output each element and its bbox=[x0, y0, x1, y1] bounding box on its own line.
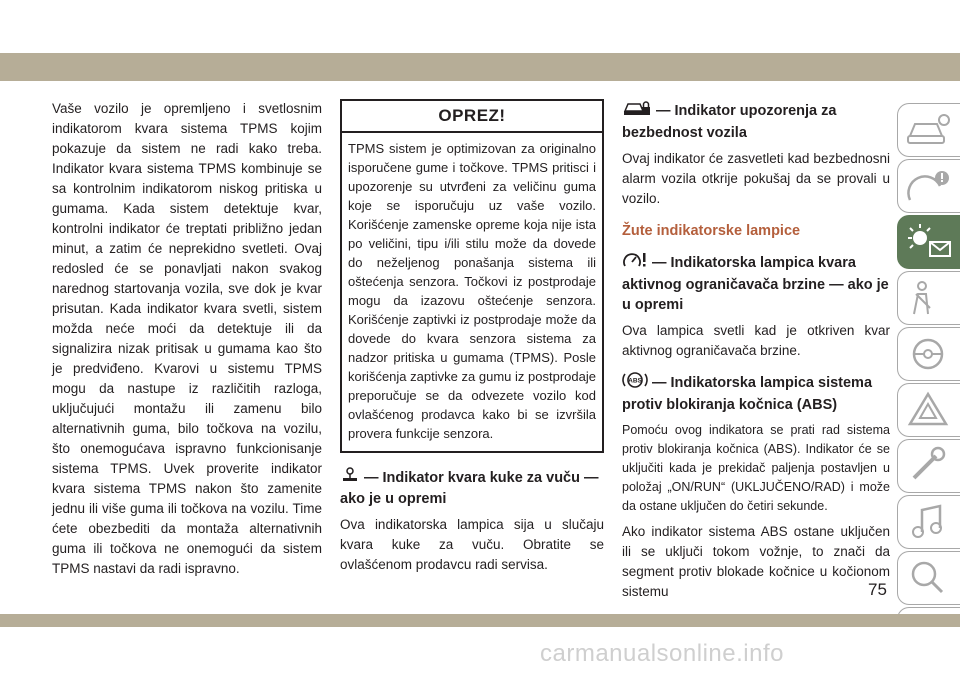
tab-warning-lights[interactable] bbox=[897, 215, 960, 269]
warning-text: TPMS sistem je optimizovan za originalno isporučene gume i točkove. TPMS pritisci i upozorenje su utvrđeni za veličinu guma koje se isporučuju uz vaše vozilo. Korišćenje zamenske opreme koja nije ista po veličini, tipu i/ili stilu može da dovede do neželjenog ponašanja sistema ili oštećenja senzora. Točkovi iz postprodaje mogu da izazovu oštećenje senzora. Korišćenje zaptivki iz postprodaje može da dovede do kvara senzora sistema za nadzor pritiska u gumama (TPMS). Posle korišćenja zaptivke za gumu iz postprodaje preporučuje se da odvezete vozilo kod ovlašćenog prodavca kako bi se izvršila provera funkcije senzora. bbox=[348, 141, 596, 441]
warning-light-message-icon bbox=[904, 222, 954, 262]
trailer-hitch-icon bbox=[340, 467, 360, 489]
abs-text-2: Ako indikator sistema ABS ostane uključen ili se uključi tokom vožnje, to znači da segment protiv blokade kočnice u kočionom sistemu bbox=[622, 524, 890, 599]
column-right bbox=[622, 99, 890, 602]
tab-vehicle[interactable] bbox=[897, 103, 960, 157]
security-heading: — Indikator upozorenja za bezbednost vozila bbox=[622, 99, 890, 143]
steering-wheel-icon bbox=[904, 334, 954, 374]
watermark-text: carmanualsonline.info bbox=[540, 640, 784, 667]
search-icon bbox=[904, 558, 954, 598]
speed-limiter-heading: — Indikatorska lampica kvara aktivnog ograničavača brzine — ako je u opremi bbox=[622, 251, 890, 315]
tab-safety[interactable] bbox=[897, 271, 960, 325]
column-middle bbox=[340, 99, 604, 575]
tow-text: Ova indikatorska lampica sija u slučaju kvara kuke za vuču. Obratite se ovlašćenom prodavcu radi servisa. bbox=[340, 517, 604, 572]
tab-emergency[interactable] bbox=[897, 383, 960, 437]
tab-maintenance[interactable] bbox=[897, 439, 960, 493]
wrench-icon bbox=[904, 446, 954, 486]
speedometer-warning-icon bbox=[622, 251, 648, 275]
hazard-triangle-icon bbox=[904, 390, 954, 430]
header-band bbox=[0, 53, 960, 81]
speed-limiter-text: Ova lampica svetli kad je otkriven kvar aktivnog ograničavača brzine. bbox=[622, 323, 890, 358]
music-note-icon bbox=[904, 502, 954, 542]
abs-text-1: Pomoću ovog indikatora se prati rad sistema protiv blokiranja kočnica (ABS). Indikator će se uključiti kada je prekidač paljenja postavljen u položaj „ON/RUN“ (UKLJUČENO/RAD) i može da ostane uključen do četiri sekunde. bbox=[622, 423, 890, 513]
gauge-warning-icon bbox=[904, 166, 954, 206]
column-left bbox=[52, 99, 322, 579]
car-lock-icon bbox=[622, 99, 652, 123]
car-key-icon bbox=[904, 110, 954, 150]
abs-heading: ABS — Indikatorska lampica sistema protiv blokiranja kočnica (ABS) bbox=[622, 371, 890, 415]
yellow-lamps-heading: Žute indikatorske lampice bbox=[622, 223, 801, 239]
security-text: Ovaj indikator će zasvetleti kad bezbednosni alarm vozila otkrije pokušaj da se provali u vozilo. bbox=[622, 151, 890, 206]
footer-band bbox=[0, 614, 960, 627]
tab-instrument-panel[interactable] bbox=[897, 159, 960, 213]
top-margin bbox=[0, 0, 960, 53]
tpms-malfunction-paragraph: Vaše vozilo je opremljeno i svetlosnim indikatorom kvara sistema TPMS kojim pokazuje da sistem ne radi kako treba. Indikator kvara sistema TPMS kombinuje se sa kontrolnim indikatorom niskog pritiska u gumama. Kada sistem detektuje kvar, kontrolni indikator će treptati približno jedan minut, a zatim će neprekidno svetleti. Ovaj redosled će se ponavljati nakon svakog narednog startovanja vozila, sve dok je kvar prisutan. Kada indikator kvara svetli, sistem možda neće moći da detektuje ili da signalizira nizak pritisak u gumama kao što je predviđeno. Kvarovi u sistemu TPMS mogu da nastupe iz različitih razloga, uključujući montažu ili zamenu bilo alternativnih guma, bilo točkova na vozilu, što onemogućava ispravno funkcionisanje sistema TPMS. Uvek proverite indikator kvara sistema TPMS nakon što zamenite jednu ili više guma ili točkova na vozilu. Time ćete obezbediti da montaža alternativnih guma ili točkova ne onemogući da sistem TPMS nastavi da radi ispravno. bbox=[52, 101, 322, 576]
seatbelt-icon bbox=[904, 278, 954, 318]
tab-driving[interactable] bbox=[897, 327, 960, 381]
svg-text:ABS: ABS bbox=[628, 377, 642, 385]
page-number: 75 bbox=[868, 580, 887, 599]
tow-heading: — Indikator kvara kuke za vuču — ako je u opremi bbox=[340, 467, 604, 509]
tab-search[interactable] bbox=[897, 551, 960, 605]
warning-title: OPREZ! bbox=[342, 101, 602, 133]
chapter-tabs bbox=[897, 103, 960, 663]
tab-multimedia[interactable] bbox=[897, 495, 960, 549]
abs-icon bbox=[622, 371, 648, 395]
warning-box bbox=[340, 99, 604, 453]
footer bbox=[0, 627, 960, 678]
